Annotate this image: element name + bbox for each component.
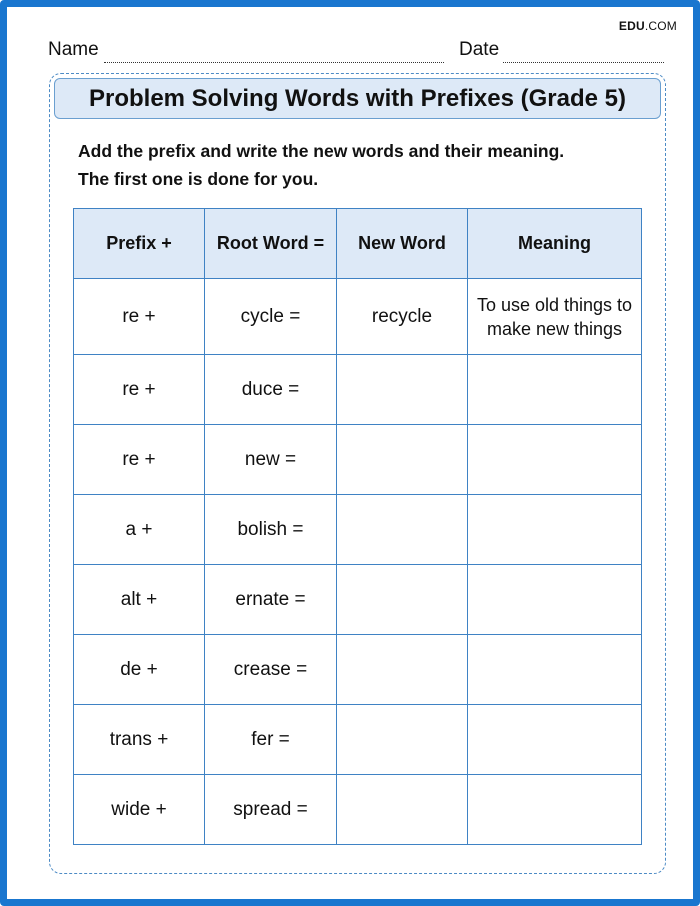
table-row — [74, 705, 642, 775]
instructions-line-1: Add the prefix and write the new words and their meaning. — [78, 141, 565, 161]
meaning-cell: To use old things to make new things — [468, 279, 642, 355]
table-row — [74, 565, 642, 635]
prefix-table — [73, 208, 642, 845]
meaning-cell[interactable] — [468, 635, 642, 705]
new-word-cell[interactable] — [337, 705, 468, 775]
header-meaning: Meaning — [468, 209, 642, 279]
prefix-cell: a + — [74, 495, 205, 565]
instructions — [78, 137, 658, 193]
brand-logo — [619, 19, 677, 33]
worksheet-title: Problem Solving Words with Prefixes (Grade 5) — [54, 78, 661, 119]
root-cell: spread = — [205, 775, 337, 845]
root-cell: crease = — [205, 635, 337, 705]
brand-com: .COM — [644, 19, 677, 33]
table-row — [74, 775, 642, 845]
prefix-cell: trans + — [74, 705, 205, 775]
root-cell: duce = — [205, 355, 337, 425]
new-word-cell[interactable] — [337, 565, 468, 635]
brand-edu: EDU — [618, 19, 645, 33]
header-new-word: New Word — [337, 209, 468, 279]
prefix-cell: wide + — [74, 775, 205, 845]
prefix-cell: re + — [74, 279, 205, 355]
prefix-cell: alt + — [74, 565, 205, 635]
root-cell: cycle = — [205, 279, 337, 355]
new-word-cell[interactable] — [337, 355, 468, 425]
table-header-row — [74, 209, 642, 279]
instructions-line-2: The first one is done for you. — [78, 169, 319, 189]
prefix-cell: de + — [74, 635, 205, 705]
date-underline — [503, 62, 664, 63]
table-row — [74, 635, 642, 705]
table-row — [74, 355, 642, 425]
root-cell: ernate = — [205, 565, 337, 635]
date-field[interactable] — [459, 39, 664, 61]
meaning-cell[interactable] — [468, 355, 642, 425]
name-field[interactable] — [48, 39, 444, 61]
name-underline — [104, 62, 444, 63]
header-prefix: Prefix + — [74, 209, 205, 279]
new-word-cell[interactable] — [337, 775, 468, 845]
meaning-cell[interactable] — [468, 495, 642, 565]
new-word-cell[interactable] — [337, 635, 468, 705]
root-cell: fer = — [205, 705, 337, 775]
header-root-word: Root Word = — [205, 209, 337, 279]
root-cell: bolish = — [205, 495, 337, 565]
meaning-cell[interactable] — [468, 565, 642, 635]
prefix-cell: re + — [74, 355, 205, 425]
prefix-cell: re + — [74, 425, 205, 495]
table-row — [74, 495, 642, 565]
name-label: Name — [48, 39, 99, 60]
meaning-cell[interactable] — [468, 705, 642, 775]
meaning-cell[interactable] — [468, 775, 642, 845]
table-row — [74, 425, 642, 495]
table-row — [74, 279, 642, 355]
date-label: Date — [459, 39, 500, 60]
root-cell: new = — [205, 425, 337, 495]
new-word-cell[interactable] — [337, 495, 468, 565]
meaning-cell[interactable] — [468, 425, 642, 495]
new-word-cell[interactable] — [337, 425, 468, 495]
new-word-cell: recycle — [337, 279, 468, 355]
